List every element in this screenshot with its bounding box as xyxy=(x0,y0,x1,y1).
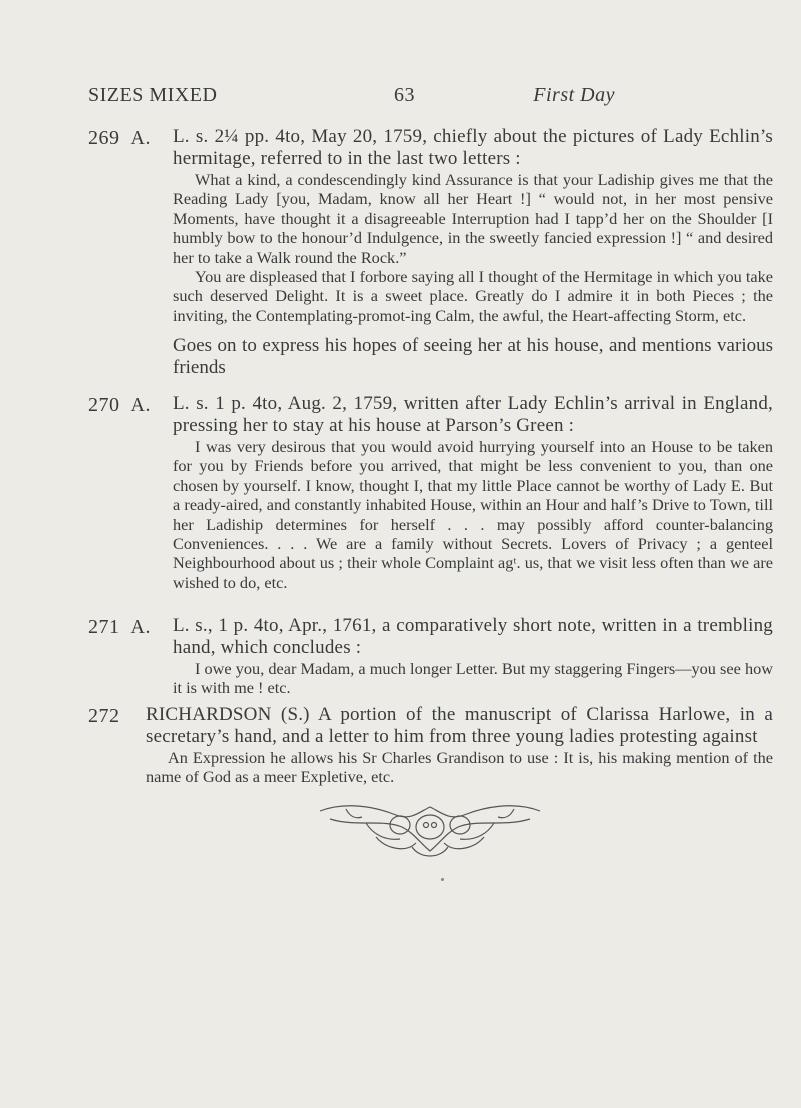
running-header xyxy=(88,84,615,114)
page-number: 63 xyxy=(394,84,415,106)
lot-number-value: 272 xyxy=(88,705,120,727)
lot-description: L. s., 1 p. 4to, Apr., 1761, a comparatively short note, written in a trembling hand, which concludes : xyxy=(173,615,773,658)
print-speck xyxy=(441,878,444,881)
lot-description: RICHARDSON (S.) A portion of the manuscript of Clarissa Harlowe, in a secretary’s hand, and a letter to him from three young ladies protesting against xyxy=(146,704,773,747)
lot-entry-269 xyxy=(88,126,773,379)
lot-entry-271 xyxy=(88,615,773,698)
lot-body xyxy=(173,615,773,698)
lot-body xyxy=(173,393,773,592)
lot-note: Goes on to express his hopes of seeing her at his house, and mentions various friends xyxy=(173,335,773,379)
scrollwork-ornament-icon xyxy=(316,797,544,865)
lot-description: L. s. 2¼ pp. 4to, May 20, 1759, chiefly about the pictures of Lady Echlin’s hermitage, referred to in the last two letters : xyxy=(173,126,773,169)
lot-body xyxy=(173,126,773,379)
lot-quote: You are displeased that I forbore saying all I thought of the Hermitage in which you take such deserved Delight. It is a sweet place. Greatly do I admire it in both Pieces ; the inviting, the Contemplating-promot-ing Calm, the awful, the Heart-affecting Storm, etc. xyxy=(173,267,773,325)
lot-number-value: 271 xyxy=(88,616,120,638)
lot-number xyxy=(88,615,151,639)
lot-quote: I was very desirous that you would avoid hurrying yourself into an House to be taken for you by Friends before you arrived, that might be less convenient to you, than one chosen by yourself. I know, thought I, that my little Place cannot be worthy of Lady E. But a ready-aired, and constantly inhabited House, within an Hour and half’s Drive to Town, till her Ladiship determines for herself . . . may possibly afford counter-balancing Conveniences. . . . We are a family without Secrets. Lovers of Privacy ; a genteel Neighbourhood about us ; their whole Complaint agᵗ. us, that we visit less often than we are wished to do, etc. xyxy=(173,437,773,592)
lot-prefix: A. xyxy=(130,127,151,149)
lot-quote: I owe you, dear Madam, a much longer Letter. But my staggering Fingers—you see how it is with me ! etc. xyxy=(173,659,773,698)
lot-quote: What a kind, a condescendingly kind Assurance is that your Ladiship gives me that the Reading Lady [you, Madam, know all her Heart !] “ would not, in her most pensive Moments, have thought it a disagreeable Interruption had I tapp’d her on the Shoulder [I humbly bow to the honour’d Indulgence, in the sweetly fancied expression !] “ and desired her to take a Walk round the Rock.” xyxy=(173,170,773,267)
lot-prefix: A. xyxy=(130,616,151,638)
lot-number xyxy=(88,126,151,150)
lot-number-value: 269 xyxy=(88,127,120,149)
lot-number xyxy=(88,393,151,417)
lot-quote: An Expression he allows his Sr Charles Grandison to use : It is, his making mention of the name of God as a meer Expletive, etc. xyxy=(146,748,773,787)
lot-number xyxy=(88,704,120,728)
lot-description: L. s. 1 p. 4to, Aug. 2, 1759, written after Lady Echlin’s arrival in England, pressing her to stay at his house at Parson’s Green : xyxy=(173,393,773,436)
lot-prefix: A. xyxy=(130,394,151,416)
header-right: First Day xyxy=(533,84,615,106)
lot-entry-272 xyxy=(88,704,773,787)
header-left: SIZES MIXED xyxy=(88,84,218,106)
lot-number-value: 270 xyxy=(88,394,120,416)
lot-entry-270 xyxy=(88,393,773,592)
lot-body xyxy=(146,704,773,787)
